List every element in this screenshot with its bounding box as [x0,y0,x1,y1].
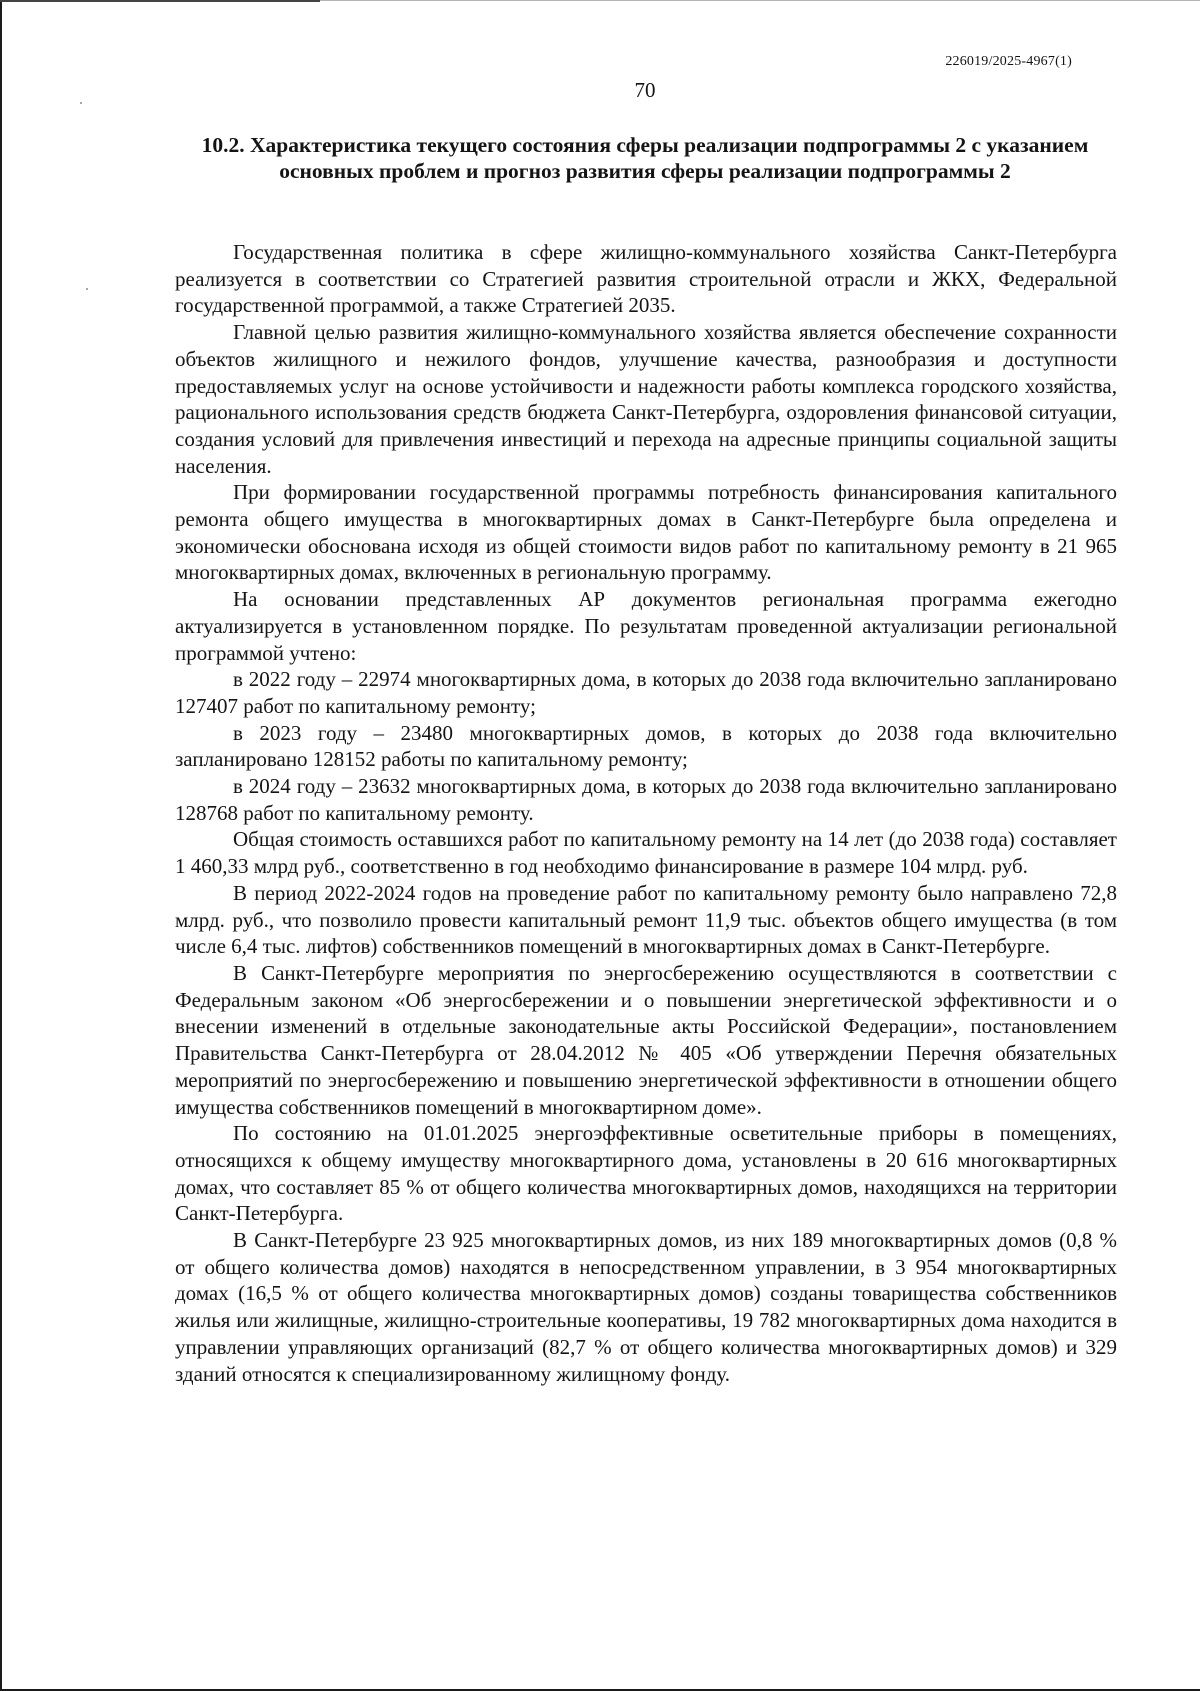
paragraph: в 2022 году – 22974 многоквартирных дома, в которых до 2038 года включительно запланировано 127407 работ по капитальному ремонту; [175,667,1117,718]
paragraph: Общая стоимость оставшихся работ по капитальному ремонту на 14 лет (до 2038 года) составляет 1 460,33 млрд руб., соответственно в год необходимо финансирование в размере 104 млрд. руб. [175,827,1117,879]
paragraph: Главной целью развития жилищно-коммунального хозяйства является обеспечение сохранности объектов жилищного и нежилого фондов, улучшение качества, разнообразия и доступности предоставляемых услуг на основе устойчивости и надежности работы комплекса городского хозяйства, рационального использования средств бюджета Санкт-Петербурга, оздоровления финансовой ситуации, создания условий для привлечения инвестиций и перехода на адресные принципы социальной защиты населения. [175,320,1117,478]
paragraph: В Санкт-Петербурге 23 925 многоквартирных домов, из них 189 многоквартирных домов (0,8 % от общего количества домов) находятся в непосредственном управлении, в 3 954 многоквартирных домах (16,5 % от общего количества многоквартирных домов) созданы товарищества собственников жилья или жилищные, жилищно-строительные кооперативы, 19 782 многоквартирных дома находится в управлении управляющих организаций (82,7 % от общего количества многоквартирных домов) и 329 зданий относятся к специализированному жилищному фонду. [175,1228,1117,1386]
paragraph: На основании представленных АР документов региональная программа ежегодно актуализируется в установленном порядке. По результатам проведенной актуализации региональной программой учтено: [175,587,1117,665]
paragraph: В период 2022-2024 годов на проведение работ по капитальному ремонту было направлено 72,8 млрд. руб., что позволило провести капитальный ремонт 11,9 тыс. объектов общего имущества (в том числе 6,4 тыс. лифтов) собственников помещений в многоквартирных домах в Санкт-Петербурге. [175,880,1117,959]
scan-speck [86,288,88,290]
document-registration-number: 226019/2025-4967(1) [945,54,1072,69]
section-heading: 10.2. Характеристика текущего состояния сферы реализации подпрограммы 2 с указанием основных проблем и прогноз развития сферы реализации подпрограммы 2 [201,133,1089,183]
page-number: 70 [634,78,656,102]
paragraph: В Санкт-Петербурге мероприятия по энергосбережению осуществляются в соответствии с Федеральным законом «Об энергосбережении и о повышении энергетической эффективности и о внесении изменений в отдельные законодательные акты Российской Федерации», постановлением Правительства Санкт-Петербурга от 28.04.2012 № 405 «Об утверждении Перечня обязательных мероприятий по энергосбережению и повышению энергетической эффективности в отношении общего имущества собственников помещений в многоквартирном доме». [175,960,1117,1119]
paragraph: При формировании государственной программы потребность финансирования капитального ремонта общего имущества в многоквартирных домах в Санкт-Петербурге была определена и экономически обоснована исходя из общей стоимости видов работ по капитальному ремонту в 21 965 многоквартирных домах, включенных в региональную программу. [175,480,1117,585]
paragraph: Государственная политика в сфере жилищно-коммунального хозяйства Санкт-Петербурга реализуется в соответствии со Стратегией развития строительной отрасли и ЖКХ, Федеральной государственной программой, а также Стратегией 2035. [175,240,1117,318]
scan-top-edge [0,0,320,2]
paragraph: в 2024 году – 23632 многоквартирных дома, в которых до 2038 года включительно запланировано 128768 работ по капитальному ремонту. [175,774,1117,825]
document-body [175,239,1117,1387]
paragraph: в 2023 году – 23480 многоквартирных домов, в которых до 2038 года включительно запланировано 128152 работы по капитальному ремонту; [175,720,1117,772]
paragraph: По состоянию на 01.01.2025 энергоэффективные осветительные приборы в помещениях, относящихся к общему имуществу многоквартирного дома, установлены в 20 616 многоквартирных домах, что составляет 85 % от общего количества многоквартирных домов, находящихся на территории Санкт-Петербурга. [175,1121,1117,1226]
